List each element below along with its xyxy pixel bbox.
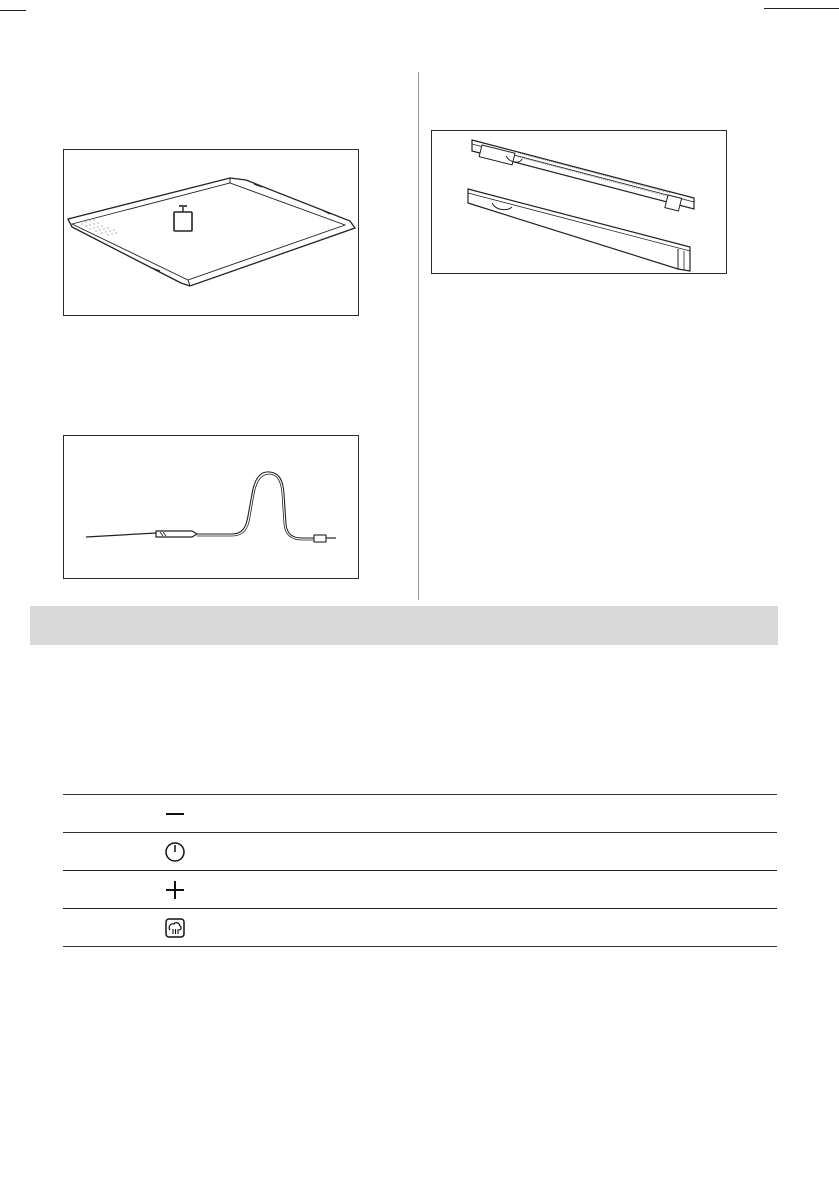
sensor-field-table	[63, 794, 777, 947]
minus-icon	[164, 803, 186, 825]
table-row	[63, 794, 777, 832]
column-divider	[418, 72, 419, 600]
table-row	[63, 870, 777, 908]
meat-probe-illustration	[64, 436, 358, 578]
telescopic-runners-illustration	[432, 131, 726, 273]
baking-tray-illustration	[64, 150, 358, 315]
crop-mark-right	[764, 0, 839, 9]
crop-mark-left	[0, 0, 26, 11]
table-row	[63, 832, 777, 870]
core-temperature-sensor-figure	[63, 435, 359, 579]
table-bottom-rule	[63, 946, 777, 947]
baking-tray-figure	[63, 149, 359, 316]
steam-icon	[164, 917, 186, 939]
clock-icon	[164, 841, 186, 863]
plus-icon	[164, 879, 186, 901]
telescopic-runners-figure	[431, 130, 727, 274]
section-heading-bar	[30, 606, 778, 645]
table-row	[63, 908, 777, 946]
